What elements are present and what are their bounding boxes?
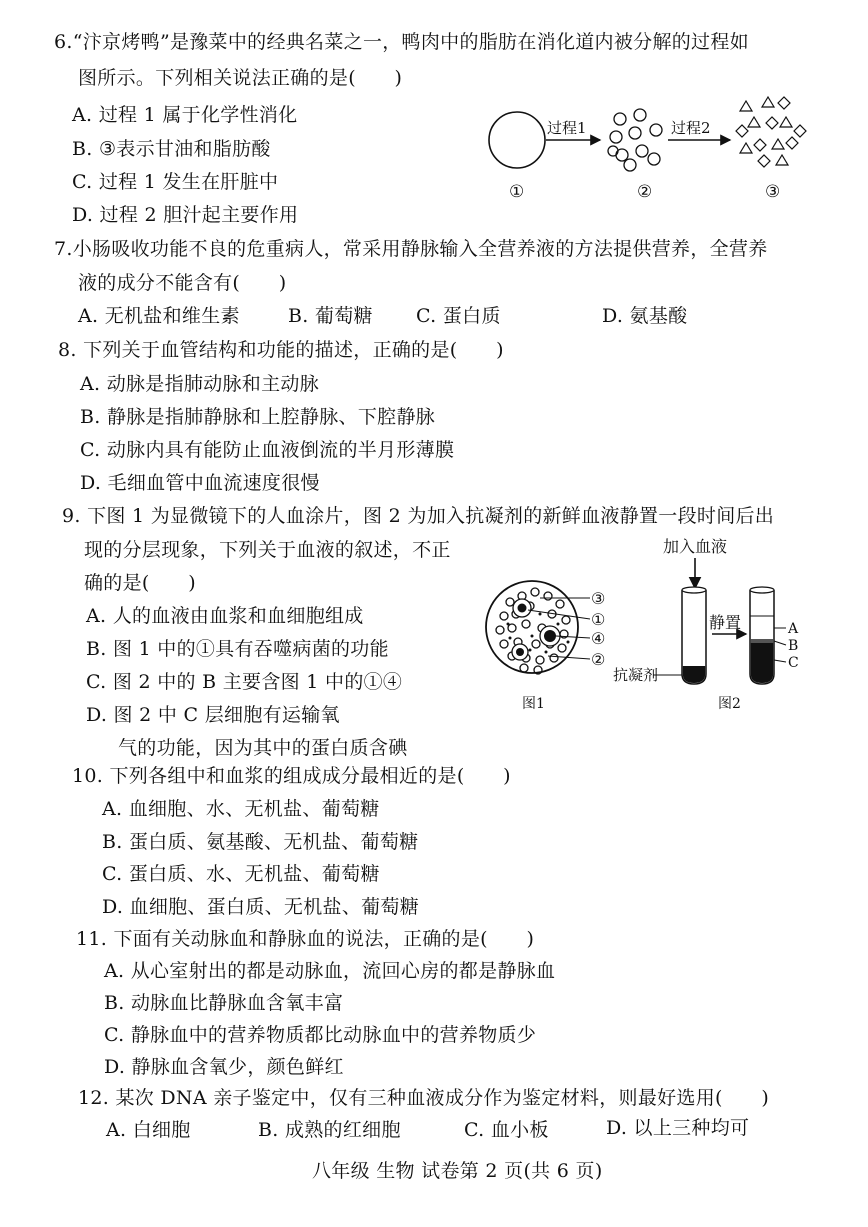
q6-option-d: D. 过程 2 胆汁起主要作用 xyxy=(72,204,299,226)
q7-option-c: C. 蛋白质 xyxy=(416,305,501,327)
q11-option-a: A. 从心室射出的都是动脉血，流回心房的都是静脉血 xyxy=(104,960,556,982)
q7-stem-line1: 7.小肠吸收功能不良的危重病人，常采用静脉输入全营养液的方法提供营养，全营养 xyxy=(54,238,768,260)
q12-option-c: C. 血小板 xyxy=(464,1119,549,1141)
q10-option-d: D. 血细胞、蛋白质、无机盐、葡萄糖 xyxy=(102,896,420,918)
diagram-label-2: ② xyxy=(637,182,653,202)
fig1-caption: 图1 xyxy=(522,696,545,712)
q9-stem-line1: 9. 下图 1 为显微镜下的人血涂片，图 2 为加入抗凝剂的新鲜血液静置一段时间后出 xyxy=(62,505,775,527)
q6-option-b: B. ③表示甘油和脂肪酸 xyxy=(72,138,271,160)
q9-stem-line3: 确的是( ) xyxy=(84,572,196,594)
q11-option-b: B. 动脉血比静脉血含氧丰富 xyxy=(104,992,344,1014)
q8-option-c: C. 动脉内具有能防止血液倒流的半月形薄膜 xyxy=(80,439,455,461)
page-footer: 八年级 生物 试卷第 2 页(共 6 页) xyxy=(312,1160,603,1182)
blood-figures xyxy=(480,532,820,722)
q12-option-d: D. 以上三种均可 xyxy=(606,1117,750,1139)
q12-option-a: A. 白细胞 xyxy=(106,1119,191,1141)
q9-option-d: D. 图 2 中 C 层细胞有运输氧 xyxy=(86,704,340,726)
q11-stem: 11. 下面有关动脉血和静脉血的说法，正确的是( ) xyxy=(76,928,535,950)
q10-option-a: A. 血细胞、水、无机盐、葡萄糖 xyxy=(102,798,380,820)
fig1-label-2: ② xyxy=(591,650,606,669)
q9-option-a: A. 人的血液由血浆和血细胞组成 xyxy=(86,605,364,627)
q9-option-c: C. 图 2 中的 B 主要含图 1 中的①④ xyxy=(86,671,403,693)
q7-option-d: D. 氨基酸 xyxy=(602,305,688,327)
diagram-label-3: ③ xyxy=(765,182,781,202)
products-group xyxy=(736,97,806,167)
add-blood-label: 加入血液 xyxy=(663,537,728,556)
q10-option-c: C. 蛋白质、水、无机盐、葡萄糖 xyxy=(102,863,380,885)
q7-option-a: A. 无机盐和维生素 xyxy=(78,305,240,327)
anticoagulant-label: 抗凝剂 xyxy=(613,666,659,684)
q6-stem-line1: 6.“汴京烤鸭”是豫菜中的经典名菜之一，鸭肉中的脂肪在消化道内被分解的过程如 xyxy=(54,31,749,53)
test-tubes-figure xyxy=(613,537,799,712)
q10-stem: 10. 下列各组中和血浆的组成成分最相近的是( ) xyxy=(72,765,511,787)
q10-option-b: B. 蛋白质、氨基酸、无机盐、葡萄糖 xyxy=(102,831,419,853)
blood-smear-figure xyxy=(486,581,605,712)
q12-option-b: B. 成熟的红细胞 xyxy=(258,1119,401,1141)
fig1-label-4: ④ xyxy=(591,629,606,648)
q8-option-a: A. 动脉是指肺动脉和主动脉 xyxy=(80,373,320,395)
q7-stem-line2: 液的成分不能含有( ) xyxy=(78,272,287,294)
q12-stem: 12. 某次 DNA 亲子鉴定中，仅有三种血液成分作为鉴定材料，则最好选用( ) xyxy=(78,1087,770,1109)
diagram-label-1: ① xyxy=(509,182,525,202)
fig2-label-b: B xyxy=(788,638,799,654)
process2-label: 过程2 xyxy=(671,119,711,137)
fat-particles-group xyxy=(608,109,662,171)
fat-digestion-diagram xyxy=(480,95,820,210)
fat-droplet-circle xyxy=(489,112,545,168)
q11-option-d: D. 静脉血含氧少，颜色鲜红 xyxy=(104,1056,344,1078)
fig2-caption: 图2 xyxy=(718,696,741,712)
q8-option-b: B. 静脉是指肺静脉和上腔静脉、下腔静脉 xyxy=(80,406,436,428)
q9-option-b: B. 图 1 中的①具有吞噬病菌的功能 xyxy=(86,638,389,660)
q9-stem-line2: 现的分层现象，下列关于血液的叙述，不正 xyxy=(84,539,451,561)
fig1-label-3: ③ xyxy=(591,589,606,608)
fig2-label-a: A xyxy=(788,621,799,637)
q6-option-a: A. 过程 1 属于化学性消化 xyxy=(72,104,298,126)
q6-stem-line2: 图所示。下列相关说法正确的是( ) xyxy=(78,67,403,89)
q11-option-c: C. 静脉血中的营养物质都比动脉血中的营养物质少 xyxy=(104,1024,537,1046)
fig2-label-c: C xyxy=(788,655,799,671)
q6-option-c: C. 过程 1 发生在肝脏中 xyxy=(72,171,279,193)
q7-option-b: B. 葡萄糖 xyxy=(288,305,373,327)
q9-option-d-continued: 气的功能，因为其中的蛋白质含碘 xyxy=(118,737,408,759)
process1-label: 过程1 xyxy=(547,119,587,137)
still-label: 静置 xyxy=(709,613,742,632)
q8-option-d: D. 毛细血管中血流速度很慢 xyxy=(80,472,320,494)
q8-stem: 8. 下列关于血管结构和功能的描述，正确的是( ) xyxy=(58,339,504,361)
fig1-label-1: ① xyxy=(591,610,606,629)
